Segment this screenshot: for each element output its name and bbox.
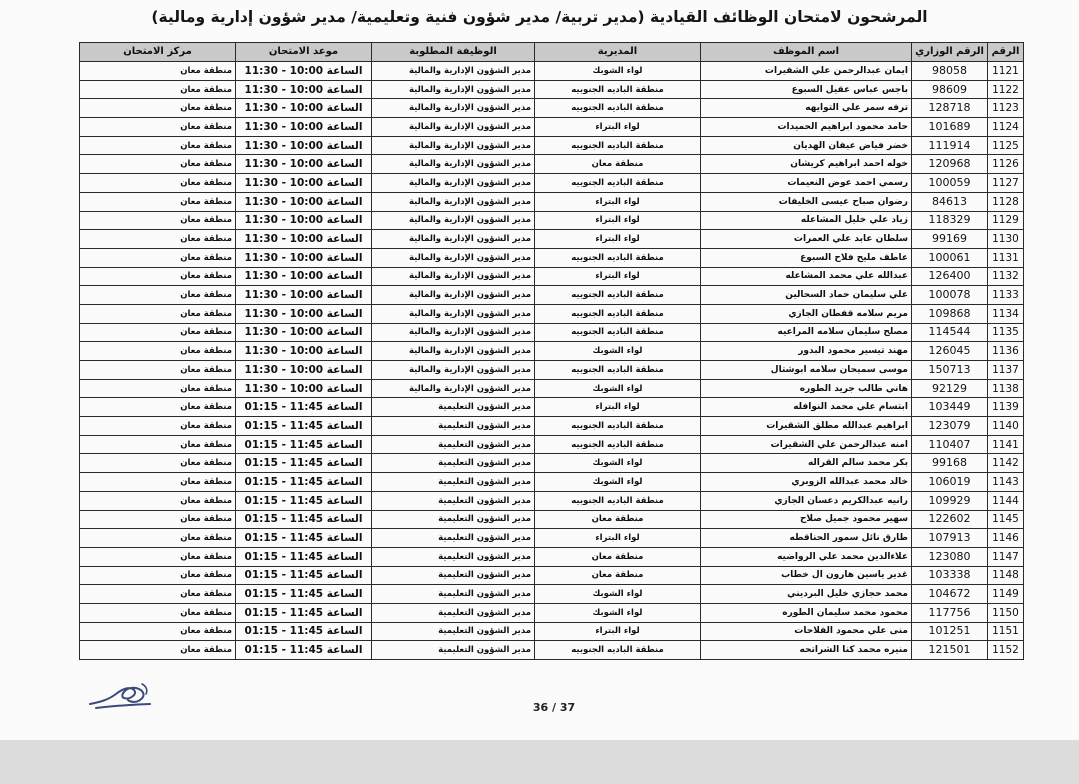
ministry-id-cell: 111914 [912,136,988,155]
row-number-cell: 1125 [988,136,1024,155]
table-row [80,267,1024,286]
exam-center-cell: منطقة معان [80,641,236,660]
exam-time-cell: الساعة 10:00 - 11:30 [236,118,372,137]
requested-job-cell: مدير الشؤون التعليمية [372,491,535,510]
exam-time-cell: الساعة 11:45 - 01:15 [236,510,372,529]
row-number-cell: 1137 [988,361,1024,380]
row-number-cell: 1135 [988,323,1024,342]
exam-time-cell: الساعة 10:00 - 11:30 [236,192,372,211]
directorate-cell: منطقة الباديه الجنوبيه [535,417,701,436]
directorate-cell: منطقة الباديه الجنوبيه [535,491,701,510]
page-number: 36 / 37 [532,701,576,714]
ministry-id-cell: 128718 [912,99,988,118]
requested-job-cell: مدير الشؤون الإدارية والمالية [372,323,535,342]
row-number-cell: 1145 [988,510,1024,529]
employee-name-cell: سلطان عابد علي العمرات [701,230,912,249]
employee-name-cell: موسى سميحان سلامه ابوشتال [701,361,912,380]
exam-time-cell: الساعة 11:45 - 01:15 [236,454,372,473]
exam-center-cell: منطقة معان [80,454,236,473]
exam-center-cell: منطقة معان [80,342,236,361]
exam-time-cell: الساعة 10:00 - 11:30 [236,80,372,99]
table-row [80,398,1024,417]
row-number-cell: 1139 [988,398,1024,417]
row-number-cell: 1130 [988,230,1024,249]
requested-job-cell: مدير الشؤون التعليمية [372,622,535,641]
exam-time-cell: الساعة 10:00 - 11:30 [236,361,372,380]
employee-name-cell: علي سليمان حماد السحالين [701,286,912,305]
row-number-cell: 1141 [988,435,1024,454]
table-header-row [80,43,1024,62]
page-title: المرشحون لامتحان الوظائف القيادية (مدير تربية/ مدير شؤون فنية وتعليمية/ مدير شؤون إدارية ومالية) [151,8,928,26]
table-row [80,529,1024,548]
exam-center-cell: منطقة معان [80,230,236,249]
exam-time-cell: الساعة 10:00 - 11:30 [236,99,372,118]
directorate-cell: منطقة الباديه الجنوبيه [535,136,701,155]
requested-job-cell: مدير الشؤون الإدارية والمالية [372,136,535,155]
row-number-cell: 1144 [988,491,1024,510]
ministry-id-cell: 126400 [912,267,988,286]
requested-job-cell: مدير الشؤون التعليمية [372,473,535,492]
ministry-id-cell: 92129 [912,379,988,398]
exam-time-cell: الساعة 11:45 - 01:15 [236,622,372,641]
exam-time-cell: الساعة 10:00 - 11:30 [236,379,372,398]
employee-name-cell: خوله احمد ابراهيم كريشان [701,155,912,174]
table-row [80,641,1024,660]
directorate-cell: منطقة الباديه الجنوبيه [535,304,701,323]
employee-name-cell: عاطف مليح فلاح السبوع [701,248,912,267]
exam-center-cell: منطقة معان [80,304,236,323]
requested-job-cell: مدير الشؤون التعليمية [372,417,535,436]
exam-center-cell: منطقة معان [80,603,236,622]
header-number: الرقم [988,43,1024,62]
row-number-cell: 1138 [988,379,1024,398]
ministry-id-cell: 100061 [912,248,988,267]
exam-center-cell: منطقة معان [80,62,236,81]
exam-time-cell: الساعة 11:45 - 01:15 [236,529,372,548]
row-number-cell: 1136 [988,342,1024,361]
requested-job-cell: مدير الشؤون الإدارية والمالية [372,80,535,99]
requested-job-cell: مدير الشؤون التعليمية [372,435,535,454]
row-number-cell: 1140 [988,417,1024,436]
ministry-id-cell: 99168 [912,454,988,473]
row-number-cell: 1124 [988,118,1024,137]
employee-name-cell: مريم سلامه قفطان الجازي [701,304,912,323]
table-row [80,323,1024,342]
employee-name-cell: ترفه سمر علي التوايهه [701,99,912,118]
directorate-cell: منطقة الباديه الجنوبيه [535,99,701,118]
row-number-cell: 1151 [988,622,1024,641]
employee-name-cell: ايمان عبدالرحمن علي الشقيرات [701,62,912,81]
header-requested-job: الوظيفة المطلوبة [372,43,535,62]
exam-time-cell: الساعة 11:45 - 01:15 [236,641,372,660]
directorate-cell: لواء البتراء [535,529,701,548]
exam-center-cell: منطقة معان [80,155,236,174]
requested-job-cell: مدير الشؤون التعليمية [372,641,535,660]
directorate-cell: لواء البتراء [535,267,701,286]
ministry-id-cell: 107913 [912,529,988,548]
requested-job-cell: مدير الشؤون الإدارية والمالية [372,361,535,380]
row-number-cell: 1123 [988,99,1024,118]
exam-time-cell: الساعة 10:00 - 11:30 [236,304,372,323]
table-row [80,304,1024,323]
table-row [80,510,1024,529]
employee-name-cell: بكر محمد سالم القراله [701,454,912,473]
table-row [80,342,1024,361]
employee-name-cell: مهند تيسير محمود البدور [701,342,912,361]
table-row [80,211,1024,230]
ministry-id-cell: 126045 [912,342,988,361]
requested-job-cell: مدير الشؤون الإدارية والمالية [372,286,535,305]
signature [86,678,156,712]
employee-name-cell: مصلح سليمان سلامه المراعيه [701,323,912,342]
exam-center-cell: منطقة معان [80,510,236,529]
exam-center-cell: منطقة معان [80,118,236,137]
exam-center-cell: منطقة معان [80,248,236,267]
directorate-cell: لواء الشوبك [535,603,701,622]
requested-job-cell: مدير الشؤون التعليمية [372,547,535,566]
requested-job-cell: مدير الشؤون الإدارية والمالية [372,267,535,286]
requested-job-cell: مدير الشؤون التعليمية [372,510,535,529]
exam-time-cell: الساعة 10:00 - 11:30 [236,286,372,305]
directorate-cell: منطقة الباديه الجنوبيه [535,174,701,193]
requested-job-cell: مدير الشؤون التعليمية [372,566,535,585]
directorate-cell: منطقة معان [535,566,701,585]
row-number-cell: 1152 [988,641,1024,660]
table-row [80,155,1024,174]
directorate-cell: لواء الشوبك [535,454,701,473]
directorate-cell: لواء البتراء [535,211,701,230]
ministry-id-cell: 118329 [912,211,988,230]
table-row [80,417,1024,436]
requested-job-cell: مدير الشؤون التعليمية [372,529,535,548]
exam-time-cell: الساعة 11:45 - 01:15 [236,491,372,510]
directorate-cell: لواء الشوبك [535,379,701,398]
row-number-cell: 1142 [988,454,1024,473]
employee-name-cell: رسمي احمد عوض النعيمات [701,174,912,193]
directorate-cell: منطقة الباديه الجنوبيه [535,286,701,305]
exam-center-cell: منطقة معان [80,622,236,641]
row-number-cell: 1131 [988,248,1024,267]
exam-time-cell: الساعة 11:45 - 01:15 [236,603,372,622]
requested-job-cell: مدير الشؤون الإدارية والمالية [372,99,535,118]
exam-center-cell: منطقة معان [80,80,236,99]
employee-name-cell: سهير محمود جميل صلاح [701,510,912,529]
directorate-cell: لواء البتراء [535,230,701,249]
ministry-id-cell: 103338 [912,566,988,585]
exam-center-cell: منطقة معان [80,323,236,342]
candidates-table [79,42,1024,660]
ministry-id-cell: 99169 [912,230,988,249]
exam-center-cell: منطقة معان [80,566,236,585]
employee-name-cell: هاني طالب جريد الطوره [701,379,912,398]
directorate-cell: لواء البتراء [535,622,701,641]
requested-job-cell: مدير الشؤون التعليمية [372,603,535,622]
exam-time-cell: الساعة 11:45 - 01:15 [236,547,372,566]
row-number-cell: 1132 [988,267,1024,286]
ministry-id-cell: 123079 [912,417,988,436]
exam-time-cell: الساعة 10:00 - 11:30 [236,62,372,81]
table-row [80,603,1024,622]
exam-time-cell: الساعة 11:45 - 01:15 [236,435,372,454]
requested-job-cell: مدير الشؤون الإدارية والمالية [372,192,535,211]
ministry-id-cell: 98609 [912,80,988,99]
table-row [80,491,1024,510]
employee-name-cell: خضر فياض عيفان الهديان [701,136,912,155]
exam-center-cell: منطقة معان [80,136,236,155]
exam-time-cell: الساعة 11:45 - 01:15 [236,398,372,417]
row-number-cell: 1149 [988,585,1024,604]
ministry-id-cell: 98058 [912,62,988,81]
table-body [80,62,1024,660]
employee-name-cell: باجس عباس عقيل السبوع [701,80,912,99]
table-row [80,585,1024,604]
header-exam-time: موعد الامتحان [236,43,372,62]
directorate-cell: لواء البتراء [535,398,701,417]
requested-job-cell: مدير الشؤون الإدارية والمالية [372,118,535,137]
employee-name-cell: امنه عبدالرحمن علي الشقيرات [701,435,912,454]
exam-center-cell: منطقة معان [80,99,236,118]
employee-name-cell: محمود محمد سليمان الطوره [701,603,912,622]
exam-time-cell: الساعة 10:00 - 11:30 [236,323,372,342]
table-row [80,192,1024,211]
table-row [80,435,1024,454]
ministry-id-cell: 150713 [912,361,988,380]
ministry-id-cell: 100059 [912,174,988,193]
exam-time-cell: الساعة 10:00 - 11:30 [236,155,372,174]
employee-name-cell: عبدالله علي محمد المشاعله [701,267,912,286]
exam-time-cell: الساعة 11:45 - 01:15 [236,473,372,492]
employee-name-cell: ابتسام علي محمد النوافله [701,398,912,417]
exam-time-cell: الساعة 11:45 - 01:15 [236,417,372,436]
directorate-cell: منطقة الباديه الجنوبيه [535,641,701,660]
exam-center-cell: منطقة معان [80,398,236,417]
row-number-cell: 1126 [988,155,1024,174]
requested-job-cell: مدير الشؤون الإدارية والمالية [372,62,535,81]
directorate-cell: لواء البتراء [535,118,701,137]
employee-name-cell: محمد حجازي خليل البرديني [701,585,912,604]
row-number-cell: 1129 [988,211,1024,230]
exam-center-cell: منطقة معان [80,267,236,286]
ministry-id-cell: 114544 [912,323,988,342]
requested-job-cell: مدير الشؤون الإدارية والمالية [372,174,535,193]
requested-job-cell: مدير الشؤون الإدارية والمالية [372,230,535,249]
header-exam-center: مركز الامتحان [80,43,236,62]
requested-job-cell: مدير الشؤون الإدارية والمالية [372,211,535,230]
directorate-cell: منطقة معان [535,547,701,566]
table-row [80,622,1024,641]
row-number-cell: 1143 [988,473,1024,492]
directorate-cell: منطقة الباديه الجنوبيه [535,80,701,99]
ministry-id-cell: 101251 [912,622,988,641]
exam-center-cell: منطقة معان [80,286,236,305]
requested-job-cell: مدير الشؤون التعليمية [372,398,535,417]
row-number-cell: 1121 [988,62,1024,81]
ministry-id-cell: 110407 [912,435,988,454]
exam-center-cell: منطقة معان [80,192,236,211]
exam-center-cell: منطقة معان [80,211,236,230]
table-row [80,174,1024,193]
ministry-id-cell: 106019 [912,473,988,492]
exam-center-cell: منطقة معان [80,361,236,380]
requested-job-cell: مدير الشؤون التعليمية [372,454,535,473]
employee-name-cell: علاءالدين محمد علي الرواضيه [701,547,912,566]
directorate-cell: منطقة الباديه الجنوبيه [535,323,701,342]
directorate-cell: لواء الشوبك [535,62,701,81]
table-row [80,547,1024,566]
directorate-cell: لواء الشوبك [535,473,701,492]
row-number-cell: 1150 [988,603,1024,622]
employee-name-cell: غدير ياسين هارون ال خطاب [701,566,912,585]
row-number-cell: 1134 [988,304,1024,323]
row-number-cell: 1148 [988,566,1024,585]
table-row [80,99,1024,118]
exam-time-cell: الساعة 10:00 - 11:30 [236,211,372,230]
employee-name-cell: منى علي محمود الفلاحات [701,622,912,641]
employee-name-cell: زياد علي خليل المشاعله [701,211,912,230]
exam-time-cell: الساعة 10:00 - 11:30 [236,267,372,286]
exam-center-cell: منطقة معان [80,491,236,510]
ministry-id-cell: 100078 [912,286,988,305]
exam-center-cell: منطقة معان [80,417,236,436]
employee-name-cell: منيره محمد كنا الشراتحه [701,641,912,660]
ministry-id-cell: 104672 [912,585,988,604]
header-employee-name: اسم الموظف [701,43,912,62]
exam-center-cell: منطقة معان [80,379,236,398]
requested-job-cell: مدير الشؤون الإدارية والمالية [372,304,535,323]
table-row [80,286,1024,305]
directorate-cell: منطقة الباديه الجنوبيه [535,361,701,380]
requested-job-cell: مدير الشؤون الإدارية والمالية [372,342,535,361]
table-row [80,62,1024,81]
employee-name-cell: طارق نائل سمور الحناقطه [701,529,912,548]
exam-center-cell: منطقة معان [80,529,236,548]
ministry-id-cell: 121501 [912,641,988,660]
row-number-cell: 1128 [988,192,1024,211]
directorate-cell: لواء الشوبك [535,342,701,361]
table-row [80,248,1024,267]
requested-job-cell: مدير الشؤون التعليمية [372,585,535,604]
directorate-cell: لواء البتراء [535,192,701,211]
table-row [80,361,1024,380]
table-row [80,473,1024,492]
table-row [80,118,1024,137]
directorate-cell: منطقة الباديه الجنوبيه [535,248,701,267]
header-ministry-id: الرقم الوزاري [912,43,988,62]
ministry-id-cell: 123080 [912,547,988,566]
ministry-id-cell: 117756 [912,603,988,622]
exam-center-cell: منطقة معان [80,435,236,454]
employee-name-cell: ابراهيم عبدالله مطلق الشقيرات [701,417,912,436]
exam-time-cell: الساعة 10:00 - 11:30 [236,230,372,249]
table-row [80,379,1024,398]
directorate-cell: منطقة معان [535,510,701,529]
employee-name-cell: حامد محمود ابراهيم الحميدات [701,118,912,137]
ministry-id-cell: 122602 [912,510,988,529]
exam-time-cell: الساعة 10:00 - 11:30 [236,174,372,193]
ministry-id-cell: 103449 [912,398,988,417]
requested-job-cell: مدير الشؤون الإدارية والمالية [372,248,535,267]
requested-job-cell: مدير الشؤون الإدارية والمالية [372,379,535,398]
exam-time-cell: الساعة 10:00 - 11:30 [236,248,372,267]
exam-time-cell: الساعة 11:45 - 01:15 [236,585,372,604]
row-number-cell: 1122 [988,80,1024,99]
table-row [80,454,1024,473]
directorate-cell: لواء الشوبك [535,585,701,604]
header-directorate: المديرية [535,43,701,62]
employee-name-cell: رضوان صباح عيسى الخليفات [701,192,912,211]
exam-time-cell: الساعة 10:00 - 11:30 [236,136,372,155]
table-row [80,80,1024,99]
exam-time-cell: الساعة 11:45 - 01:15 [236,566,372,585]
table-row [80,136,1024,155]
requested-job-cell: مدير الشؤون الإدارية والمالية [372,155,535,174]
employee-name-cell: خالد محمد عبدالله الزوبري [701,473,912,492]
exam-time-cell: الساعة 10:00 - 11:30 [236,342,372,361]
employee-name-cell: رانيه عبدالكريم دعسان الجازي [701,491,912,510]
row-number-cell: 1133 [988,286,1024,305]
table-row [80,566,1024,585]
row-number-cell: 1146 [988,529,1024,548]
row-number-cell: 1147 [988,547,1024,566]
exam-center-cell: منطقة معان [80,547,236,566]
ministry-id-cell: 84613 [912,192,988,211]
ministry-id-cell: 109929 [912,491,988,510]
ministry-id-cell: 120968 [912,155,988,174]
exam-center-cell: منطقة معان [80,473,236,492]
exam-center-cell: منطقة معان [80,174,236,193]
directorate-cell: منطقة معان [535,155,701,174]
exam-center-cell: منطقة معان [80,585,236,604]
ministry-id-cell: 101689 [912,118,988,137]
row-number-cell: 1127 [988,174,1024,193]
ministry-id-cell: 109868 [912,304,988,323]
table-row [80,230,1024,249]
directorate-cell: منطقة الباديه الجنوبيه [535,435,701,454]
